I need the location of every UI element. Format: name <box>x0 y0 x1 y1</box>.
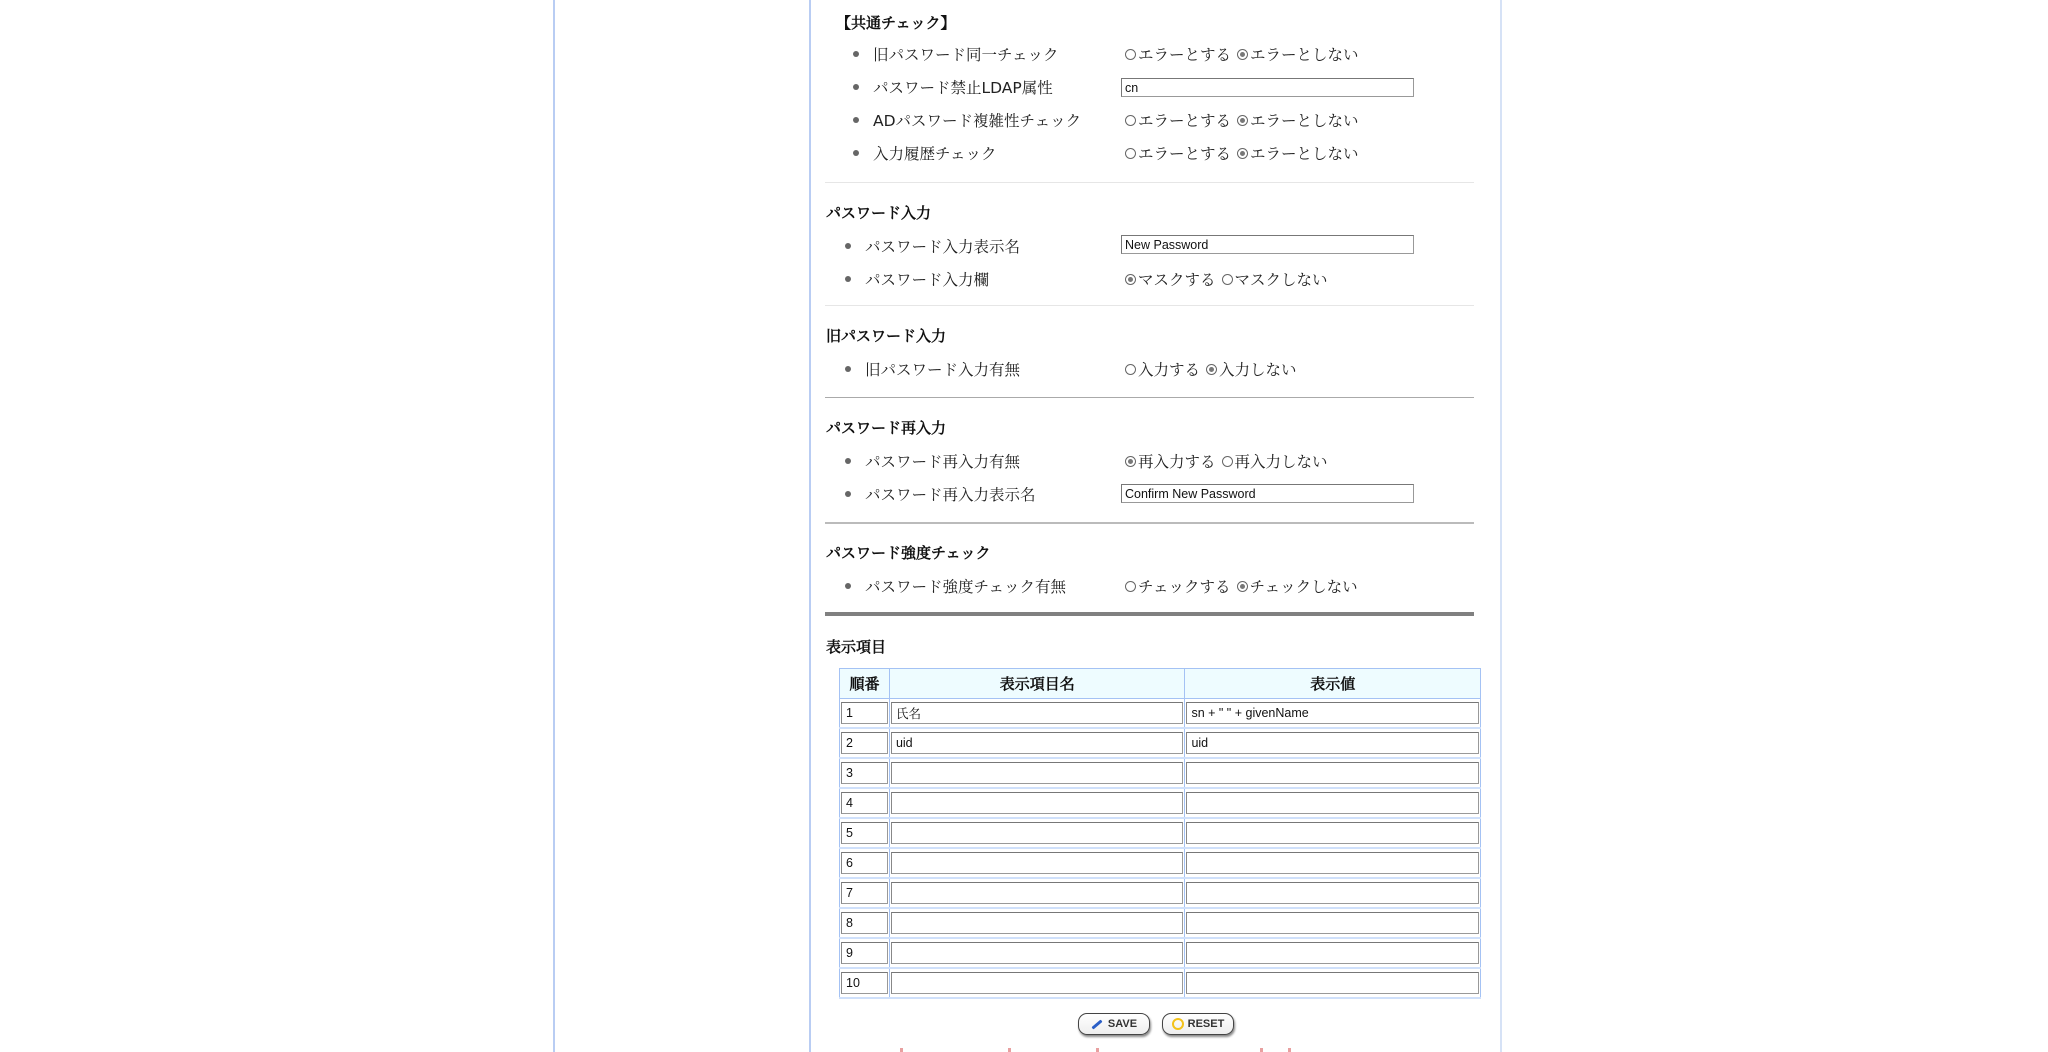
radio-checked-icon[interactable] <box>1125 274 1136 285</box>
radio-group-old-password-enabled <box>1125 358 1303 380</box>
item-value-input[interactable] <box>1186 852 1479 874</box>
section-title-password-reinput: パスワード再入力 <box>826 419 947 437</box>
radio-group-input-history <box>1125 142 1365 164</box>
table-row <box>840 818 1481 848</box>
bullet-icon <box>853 150 859 156</box>
item-value-input[interactable] <box>1186 792 1479 814</box>
radio-error-yes[interactable]: エラーとする <box>1125 109 1231 131</box>
setting-label-password-display-name: パスワード入力表示名 <box>845 235 1020 257</box>
bullet-icon <box>845 458 851 464</box>
section-title-password-input: パスワード入力 <box>826 204 932 222</box>
order-input[interactable] <box>841 702 888 724</box>
setting-label-old-password-same: 旧パスワード同一チェック <box>853 43 1059 65</box>
radio-error-no[interactable]: エラーとしない <box>1237 109 1359 131</box>
bullet-icon <box>853 51 859 57</box>
order-input[interactable] <box>841 882 888 904</box>
radio-error-yes[interactable]: エラーとする <box>1125 43 1231 65</box>
order-input[interactable] <box>841 822 888 844</box>
item-value-input[interactable] <box>1186 762 1479 784</box>
bullet-icon <box>853 84 859 90</box>
order-input[interactable] <box>841 762 888 784</box>
radio-error-no[interactable]: エラーとしない <box>1237 43 1359 65</box>
radio-group-reinput-enabled <box>1125 450 1334 472</box>
radio-checked-icon[interactable] <box>1237 581 1248 592</box>
radio-mask[interactable]: マスクする <box>1125 268 1216 290</box>
setting-label-ad-complexity: ADパスワード複雑性チェック <box>853 109 1081 131</box>
order-input[interactable] <box>841 792 888 814</box>
section-title-password-strength: パスワード強度チェック <box>826 544 991 562</box>
column-header-item-value: 表示値 <box>1185 669 1481 699</box>
table-row <box>840 938 1481 968</box>
table-row <box>840 968 1481 998</box>
item-value-input[interactable] <box>1186 942 1479 964</box>
radio-unchecked-icon[interactable] <box>1222 456 1233 467</box>
pencil-icon <box>1091 1019 1102 1029</box>
reset-button[interactable]: RESET <box>1162 1013 1234 1035</box>
item-value-input[interactable] <box>1186 972 1479 994</box>
section-title-display-items: 表示項目 <box>826 638 887 656</box>
radio-reinput-no[interactable]: 再入力しない <box>1222 450 1328 472</box>
order-input[interactable] <box>841 852 888 874</box>
column-header-item-name: 表示項目名 <box>889 669 1185 699</box>
sidebar-divider <box>809 0 811 1052</box>
section-divider-thick <box>825 612 1474 616</box>
table-header-row <box>840 669 1481 699</box>
item-value-input[interactable] <box>1186 732 1479 754</box>
radio-input-yes[interactable]: 入力する <box>1125 358 1200 380</box>
radio-unchecked-icon[interactable] <box>1222 274 1233 285</box>
radio-checked-icon[interactable] <box>1237 115 1248 126</box>
item-name-input[interactable] <box>891 852 1184 874</box>
section-divider <box>825 182 1474 183</box>
radio-input-no[interactable]: 入力しない <box>1206 358 1297 380</box>
section-divider <box>825 522 1474 524</box>
item-name-input[interactable] <box>891 942 1184 964</box>
radio-check-no[interactable]: チェックしない <box>1237 575 1358 597</box>
order-input[interactable] <box>841 942 888 964</box>
item-name-input[interactable] <box>891 822 1184 844</box>
forbidden-ldap-attr-input[interactable] <box>1121 78 1414 97</box>
item-value-input[interactable] <box>1186 882 1479 904</box>
table-row <box>840 699 1481 729</box>
item-name-input[interactable] <box>891 732 1184 754</box>
order-input[interactable] <box>841 972 888 994</box>
display-items-table <box>839 668 1481 999</box>
radio-check-yes[interactable]: チェックする <box>1125 575 1231 597</box>
bullet-icon <box>845 243 851 249</box>
radio-group-old-password-same <box>1125 43 1365 65</box>
password-display-name-input[interactable] <box>1121 235 1414 254</box>
setting-label-forbidden-ldap-attr: パスワード禁止LDAP属性 <box>853 76 1053 98</box>
reset-circle-icon <box>1172 1018 1184 1030</box>
radio-checked-icon[interactable] <box>1237 49 1248 60</box>
table-row <box>840 908 1481 938</box>
item-value-input[interactable] <box>1186 822 1479 844</box>
radio-unchecked-icon[interactable] <box>1125 115 1136 126</box>
radio-group-password-mask <box>1125 268 1334 290</box>
radio-group-strength-enabled <box>1125 575 1364 597</box>
radio-unchecked-icon[interactable] <box>1125 364 1136 375</box>
save-button[interactable]: SAVE <box>1078 1013 1150 1035</box>
radio-checked-icon[interactable] <box>1206 364 1217 375</box>
radio-unchecked-icon[interactable] <box>1125 49 1136 60</box>
order-input[interactable] <box>841 912 888 934</box>
reinput-display-name-input[interactable] <box>1121 484 1414 503</box>
radio-error-no[interactable]: エラーとしない <box>1237 142 1359 164</box>
radio-reinput-yes[interactable]: 再入力する <box>1125 450 1216 472</box>
radio-no-mask[interactable]: マスクしない <box>1222 268 1328 290</box>
column-header-order: 順番 <box>840 669 890 699</box>
item-value-input[interactable] <box>1186 702 1479 724</box>
radio-error-yes[interactable]: エラーとする <box>1125 142 1231 164</box>
radio-checked-icon[interactable] <box>1237 148 1248 159</box>
table-row <box>840 878 1481 908</box>
setting-label-input-history: 入力履歴チェック <box>853 142 997 164</box>
table-row <box>840 848 1481 878</box>
setting-label-reinput-enabled: パスワード再入力有無 <box>845 450 1020 472</box>
item-name-input[interactable] <box>891 792 1184 814</box>
radio-unchecked-icon[interactable] <box>1125 148 1136 159</box>
section-title-common-check: 【共通チェック】 <box>836 14 956 32</box>
table-row <box>840 788 1481 818</box>
bullet-icon <box>845 366 851 372</box>
section-title-old-password-input: 旧パスワード入力 <box>826 327 947 345</box>
item-name-input[interactable] <box>891 882 1184 904</box>
setting-label-reinput-display-name: パスワード再入力表示名 <box>845 483 1036 505</box>
setting-label-strength-enabled: パスワード強度チェック有無 <box>845 575 1066 597</box>
table-row <box>840 758 1481 788</box>
bullet-icon <box>845 491 851 497</box>
item-value-input[interactable] <box>1186 912 1479 934</box>
setting-label-password-field: パスワード入力欄 <box>845 268 989 290</box>
radio-unchecked-icon[interactable] <box>1125 581 1136 592</box>
truncated-footer-text <box>900 1048 1360 1052</box>
bullet-icon <box>845 583 851 589</box>
table-row <box>840 728 1481 758</box>
radio-group-ad-complexity <box>1125 109 1365 131</box>
section-divider <box>825 305 1474 306</box>
item-name-input[interactable] <box>891 912 1184 934</box>
bullet-icon <box>853 117 859 123</box>
item-name-input[interactable] <box>891 702 1184 724</box>
bullet-icon <box>845 276 851 282</box>
item-name-input[interactable] <box>891 762 1184 784</box>
setting-label-old-password-enabled: 旧パスワード入力有無 <box>845 358 1020 380</box>
order-input[interactable] <box>841 732 888 754</box>
item-name-input[interactable] <box>891 972 1184 994</box>
section-divider <box>825 397 1474 398</box>
radio-checked-icon[interactable] <box>1125 456 1136 467</box>
